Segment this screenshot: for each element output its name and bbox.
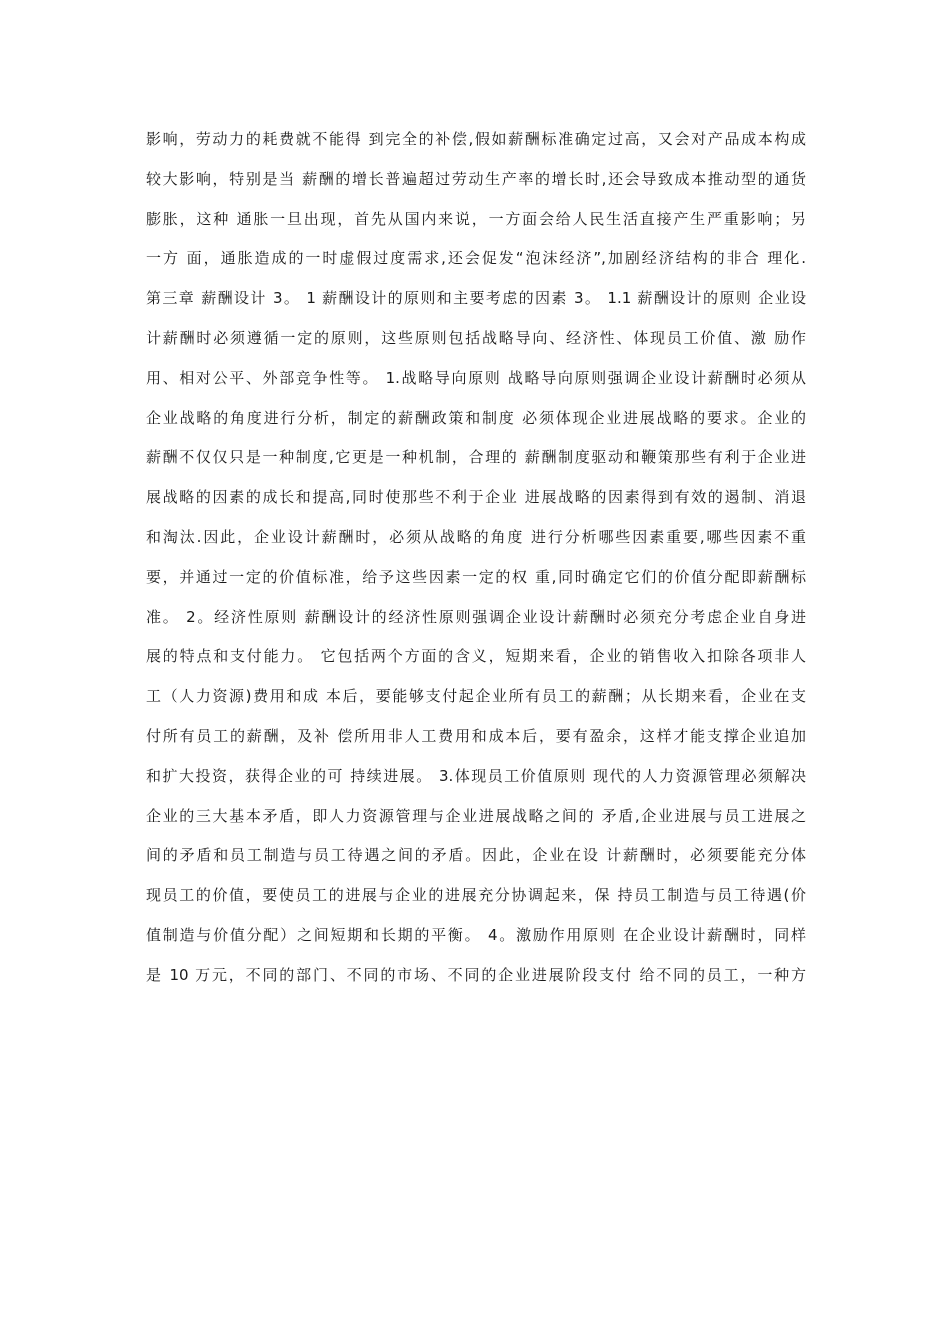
text-line: 影响，劳动力的耗费就不能得 到完全的补偿,假如薪酬标准确定过高，又会对产品成本构成 <box>146 130 806 148</box>
text-line: 第三章 薪酬设计 3。 1 薪酬设计的原则和主要考虑的因素 3。 1.1 薪酬设计的原则 企业设 <box>146 289 806 308</box>
text-line: 企业战略的角度进行分析，制定的薪酬政策和制度 必须体现企业进展战略的要求。企业的 <box>146 408 806 427</box>
text-line: 值制造与价值分配）之间短期和长期的平衡。 4。激励作用原则 在企业设计薪酬时，同样 <box>146 925 806 944</box>
text-line: 一方 面，通胀造成的一时虚假过度需求,还会促发“泡沫经济”,加剧经济结构的非合 理化. <box>146 249 806 268</box>
text-line: 现员工的价值，要使员工的进展与企业的进展充分协调起来，保 持员工制造与员工待遇(价 <box>146 886 806 905</box>
text-line: 准。 2。经济性原则 薪酬设计的经济性原则强调企业设计薪酬时必须充分考虑企业自身进 <box>146 607 806 626</box>
text-line: 较大影响，特别是当 薪酬的增长普遍超过劳动生产率的增长时,还会导致成本推动型的通货 <box>146 169 806 188</box>
text-line: 企业的三大基本矛盾，即人力资源管理与企业进展战略之间的 矛盾,企业进展与员工进展之 <box>146 806 806 825</box>
text-line: 计薪酬时必须遵循一定的原则，这些原则包括战略导向、经济性、体现员工价值、激 励作 <box>146 328 806 347</box>
text-line: 和淘汰.因此，企业设计薪酬时，必须从战略的角度 进行分析哪些因素重要,哪些因素不重 <box>146 527 806 546</box>
text-line: 膨胀，这种 通胀一旦出现，首先从国内来说，一方面会给人民生活直接产生严重影响；另 <box>146 209 806 228</box>
text-line: 和扩大投资，获得企业的可 持续进展。 3.体现员工价值原则 现代的人力资源管理必须解决 <box>146 766 806 785</box>
text-line: 要，并通过一定的价值标准，给予这些因素一定的权 重,同时确定它们的价值分配即薪酬标 <box>146 567 806 586</box>
text-line: 间的矛盾和员工制造与员工待遇之间的矛盾。因此，企业在设 计薪酬时，必须要能充分体 <box>146 846 806 865</box>
text-line: 展战略的因素的成长和提高,同时使那些不利于企业 进展战略的因素得到有效的遏制、消退 <box>146 488 806 507</box>
text-line: 用、相对公平、外部竞争性等。 1.战略导向原则 战略导向原则强调企业设计薪酬时必须从 <box>146 368 806 387</box>
text-line: 付所有员工的薪酬，及补 偿所用非人工费用和成本后，要有盈余，这样才能支撑企业追加 <box>146 726 806 745</box>
text-line: 薪酬不仅仅只是一种制度,它更是一种机制，合理的 薪酬制度驱动和鞭策那些有利于企业进 <box>146 448 806 467</box>
document-body <box>146 120 806 996</box>
text-line: 展的特点和支付能力。 它包括两个方面的含义，短期来看，企业的销售收入扣除各项非人 <box>146 647 806 666</box>
text-line: 是 10 万元，不同的部门、不同的市场、不同的企业进展阶段支付 给不同的员工，一种方 <box>146 965 806 984</box>
text-line: 工（人力资源)费用和成 本后，要能够支付起企业所有员工的薪酬；从长期来看，企业在支 <box>146 687 806 706</box>
